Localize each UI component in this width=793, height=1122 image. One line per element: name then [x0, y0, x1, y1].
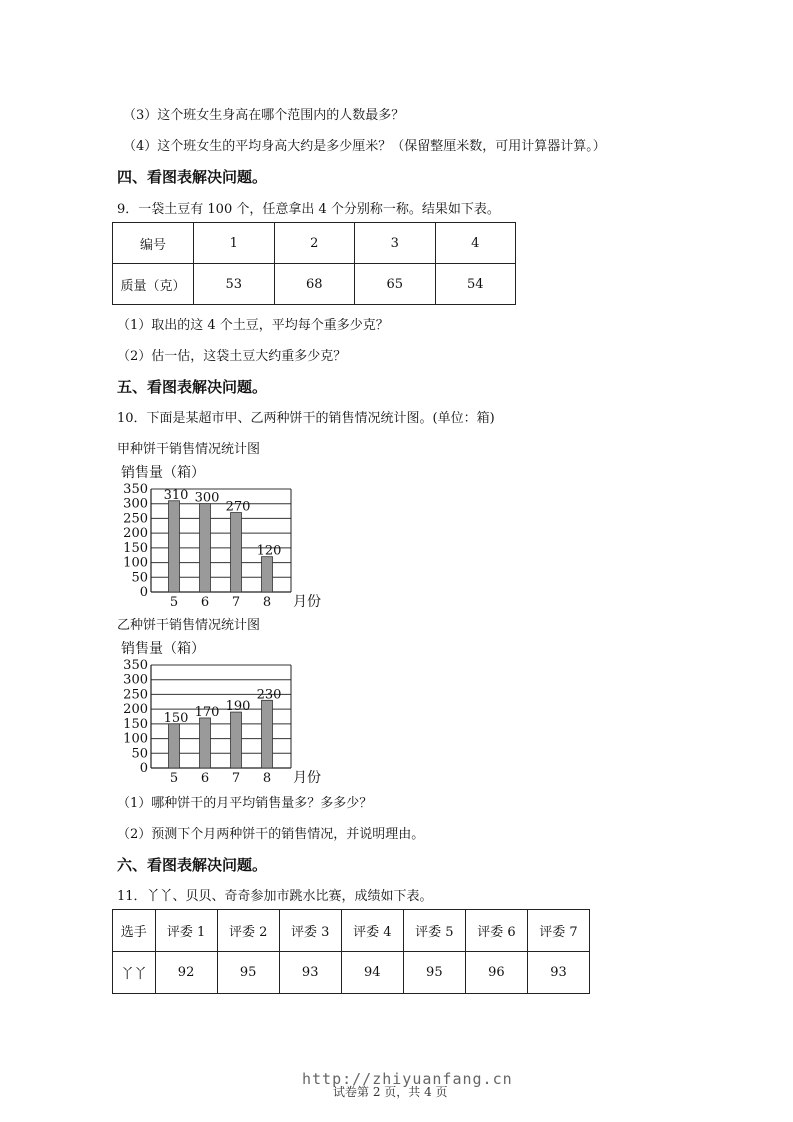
chart-y-axis-label: 销售量（箱）: [121, 465, 205, 481]
page-footer: 试卷第 2 页，共 4 页: [333, 1085, 448, 1099]
table-cell: 65: [355, 264, 436, 305]
chart-data-label: 230: [256, 687, 282, 703]
chart-bar: [200, 504, 211, 592]
chart-y-tick-label: 100: [123, 555, 148, 571]
chart-y-tick-label: 150: [123, 540, 148, 556]
chart-b-title: 乙种饼干销售情况统计图: [117, 618, 261, 633]
chart-data-label: 270: [225, 499, 251, 515]
chart-y-tick-label: 300: [123, 496, 148, 512]
table-header-cell: 编号: [113, 223, 194, 264]
chart-x-tick-label: 8: [262, 771, 272, 786]
problem-10: 10．下面是某超市甲、乙两种饼干的销售情况统计图。(单位：箱): [117, 411, 495, 426]
table-header-cell: 评委 2: [217, 910, 279, 952]
table-header-cell: 评委 1: [155, 910, 217, 952]
chart-bar: [231, 712, 242, 768]
table-header-cell: 1: [194, 223, 275, 264]
table-cell: 质量（克）: [113, 264, 194, 305]
table-header-cell: 评委 4: [341, 910, 403, 952]
chart-data-label: 120: [256, 543, 282, 559]
chart-x-tick-label: 6: [200, 771, 210, 786]
chart-data-label: 150: [163, 710, 189, 726]
chart-y-axis-label: 销售量（箱）: [121, 641, 205, 657]
chart-a-title: 甲种饼干销售情况统计图: [117, 442, 261, 457]
chart-bar: [200, 718, 211, 768]
chart-x-axis-label: 月份: [293, 770, 321, 786]
chart-y-tick-label: 200: [123, 526, 148, 542]
table-header-cell: 评委 7: [527, 910, 589, 952]
section-4-heading: 四、看图表解决问题。: [117, 168, 268, 186]
table-header-cell: 评委 3: [279, 910, 341, 952]
chart-bar: [169, 724, 180, 768]
question-3: （3）这个班女生身高在哪个范围内的人数最多？: [123, 108, 405, 123]
diving-score-table: [112, 909, 590, 994]
question-9-2: （2）估一估，这袋土豆大约重多少克？: [117, 349, 347, 364]
chart-y-tick-label: 150: [123, 716, 148, 732]
chart-x-tick-label: 5: [169, 771, 179, 786]
chart-data-label: 300: [194, 490, 220, 506]
potato-weight-table: [112, 222, 516, 305]
section-6-heading: 六、看图表解决问题。: [117, 856, 268, 874]
chart-y-tick-label: 200: [123, 702, 148, 718]
table-header-cell: 3: [355, 223, 436, 264]
chart-data-label: 310: [163, 487, 189, 503]
chart-y-tick-label: 50: [131, 570, 148, 586]
table-header-cell: 评委 5: [403, 910, 465, 952]
chart-y-tick-label: 0: [139, 585, 148, 600]
table-cell: 93: [527, 952, 589, 994]
table-cell: 92: [155, 952, 217, 994]
chart-y-tick-label: 300: [123, 672, 148, 688]
chart-x-tick-label: 6: [200, 595, 210, 610]
table-cell: 93: [279, 952, 341, 994]
section-5-heading: 五、看图表解决问题。: [117, 378, 268, 396]
table-cell: 94: [341, 952, 403, 994]
table-header-cell: 评委 6: [465, 910, 527, 952]
chart-y-tick-label: 250: [123, 687, 148, 703]
chart-bar: [169, 501, 180, 592]
chart-bar: [262, 557, 273, 592]
chart-a: [115, 458, 335, 610]
table-cell: 68: [274, 264, 355, 305]
problem-9: 9．一袋土豆有 100 个，任意拿出 4 个分别称一称。结果如下表。: [117, 202, 500, 217]
chart-b: [115, 634, 335, 786]
chart-x-tick-label: 7: [231, 595, 241, 610]
chart-y-tick-label: 0: [139, 761, 148, 776]
question-10-2: （2）预测下个月两种饼干的销售情况，并说明理由。: [117, 827, 425, 842]
chart-x-tick-label: 8: [262, 595, 272, 610]
chart-bar: [231, 513, 242, 592]
chart-bar: [262, 700, 273, 768]
table-header-cell: 4: [435, 223, 516, 264]
table-header-cell: 2: [274, 223, 355, 264]
table-cell: 95: [403, 952, 465, 994]
question-4: （4）这个班女生的平均身高大约是多少厘米？（保留整厘米数，可用计算器计算。）: [123, 139, 606, 154]
table-cell: 54: [435, 264, 516, 305]
watermark: http://zhiyuanfang.cn: [302, 1070, 513, 1088]
chart-y-tick-label: 250: [123, 511, 148, 527]
chart-x-tick-label: 5: [169, 595, 179, 610]
chart-x-axis-label: 月份: [293, 594, 321, 610]
question-9-1: （1）取出的这 4 个土豆，平均每个重多少克？: [117, 318, 389, 333]
chart-y-tick-label: 50: [131, 746, 148, 762]
chart-data-label: 190: [225, 699, 251, 715]
table-cell: 95: [217, 952, 279, 994]
table-header-cell: 选手: [113, 910, 156, 952]
table-cell: 96: [465, 952, 527, 994]
chart-y-tick-label: 350: [123, 658, 148, 673]
chart-x-tick-label: 7: [231, 771, 241, 786]
problem-11: 11．丫丫、贝贝、奇奇参加市跳水比赛，成绩如下表。: [117, 889, 433, 904]
question-10-1: （1）哪种饼干的月平均销售量多？多多少？: [117, 796, 373, 811]
chart-y-tick-label: 350: [123, 482, 148, 497]
table-cell: 53: [194, 264, 275, 305]
table-cell: 丫丫: [113, 952, 156, 994]
chart-y-tick-label: 100: [123, 731, 148, 747]
chart-data-label: 170: [194, 704, 220, 720]
